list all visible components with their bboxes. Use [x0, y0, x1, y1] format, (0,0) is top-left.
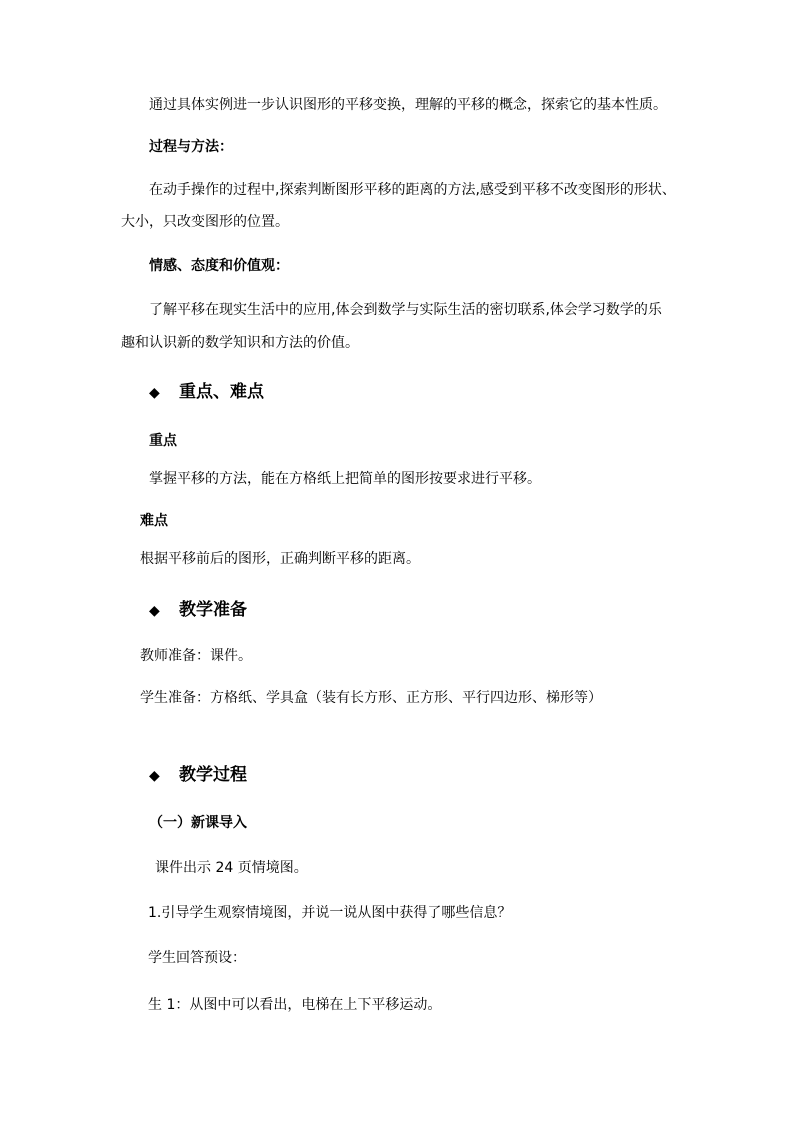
emotion-attitude-text-line2: 趣和认识新的数学知识和方法的价值。 — [121, 335, 359, 351]
difficult-point-heading: 难点 — [140, 513, 168, 529]
preparation-section-heading — [149, 598, 247, 623]
difficult-point-text: 根据平移前后的图形，正确判断平移的距离。 — [140, 551, 420, 567]
emotion-attitude-text-line1: 了解平移在现实生活中的应用,体会到数学与实际生活的密切联系,体会学习数学的乐 — [149, 302, 662, 318]
key-point-heading: 重点 — [149, 433, 177, 449]
key-point-text: 掌握平移的方法，能在方格纸上把简单的图形按要求进行平移。 — [149, 471, 541, 487]
new-lesson-intro-heading: （一）新课导入 — [149, 815, 247, 831]
courseware-text: 课件出示 24 页情境图。 — [155, 860, 308, 876]
emotion-attitude-heading: 情感、态度和价值观： — [149, 258, 289, 274]
teacher-preparation-text: 教师准备：课件。 — [140, 648, 252, 664]
process-section-heading — [149, 763, 247, 788]
process-heading-text: 教学过程 — [179, 765, 247, 785]
key-points-heading-text: 重点、难点 — [179, 382, 264, 402]
student-answer-heading: 学生回答预设： — [148, 950, 246, 966]
knowledge-goal-text: 通过具体实例进一步认识图形的平移变换，理解的平移的概念，探索它的基本性质。 — [149, 97, 667, 113]
process-method-heading: 过程与方法： — [149, 139, 233, 155]
key-points-section-heading — [149, 380, 264, 405]
diamond-bullet-icon: ◆ — [149, 385, 160, 401]
process-method-text-line2: 大小，只改变图形的位置。 — [121, 214, 289, 230]
student-answer-1-text: 生 1：从图中可以看出，电梯在上下平移运动。 — [148, 997, 442, 1013]
diamond-bullet-icon: ◆ — [149, 768, 160, 784]
student-preparation-text: 学生准备：方格纸、学具盒（装有长方形、正方形、平行四边形、梯形等） — [140, 690, 602, 706]
preparation-heading-text: 教学准备 — [179, 600, 247, 620]
process-method-text-line1: 在动手操作的过程中,探索判断图形平移的距离的方法,感受到平移不改变图形的形状、 — [149, 182, 676, 198]
diamond-bullet-icon: ◆ — [149, 603, 160, 619]
step1-text: 1.引导学生观察情境图，并说一说从图中获得了哪些信息？ — [148, 905, 512, 921]
